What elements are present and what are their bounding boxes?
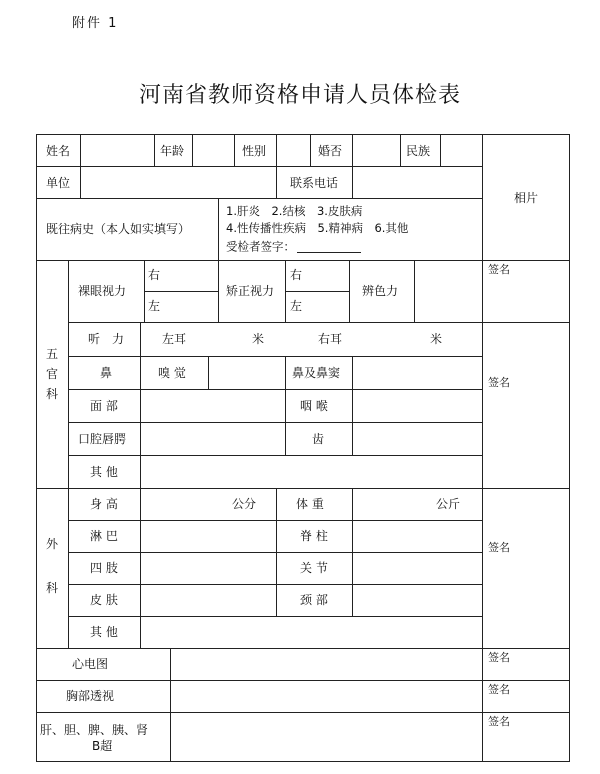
marital-label: 婚否 <box>318 144 343 158</box>
ent-other-label: 其 他 <box>90 465 118 479</box>
right-ear-unit: 米 <box>430 332 443 346</box>
phone-label: 联系电话 <box>290 176 339 190</box>
hearing-label: 听 力 <box>88 332 125 346</box>
joints-label: 关 节 <box>300 561 328 575</box>
neck-label: 颈 部 <box>300 593 328 607</box>
signature-label-surgery: 签名 <box>488 541 510 554</box>
naked-right-label: 右 <box>148 268 161 282</box>
history-label: 既往病史（本人如实填写） <box>46 222 191 236</box>
gender-label: 性别 <box>242 144 267 158</box>
dept-surgery-2: 科 <box>45 581 59 595</box>
b-ultrasound-label: B超 <box>92 739 113 753</box>
oral-label: 口腔唇腭 <box>78 432 127 446</box>
nose-sinus-label: 鼻及鼻窦 <box>292 366 341 380</box>
unit-label: 单位 <box>46 176 71 190</box>
history-options-line1: 1.肝炎 2.结核 3.皮肤病 <box>226 204 363 218</box>
height-unit: 公分 <box>232 497 257 511</box>
left-ear-label: 左耳 <box>162 332 187 346</box>
dept-ent-1: 五 <box>45 347 59 361</box>
signature-label-chest: 签名 <box>488 683 510 696</box>
smell-label: 嗅 觉 <box>158 366 186 380</box>
limbs-label: 四 肢 <box>90 561 118 575</box>
b-ultrasound-organs-label: 肝、胆、脾、胰、肾 <box>40 723 149 737</box>
age-label: 年龄 <box>160 144 185 158</box>
history-options-line2: 4.性传播性疾病 5.精神病 6.其他 <box>226 221 409 235</box>
corrected-vision-label: 矫正视力 <box>226 284 275 298</box>
examinee-signature: 受检者签字： <box>226 241 361 253</box>
lymph-label: 淋 巴 <box>90 529 118 543</box>
face-label: 面 部 <box>90 399 118 413</box>
weight-unit: 公斤 <box>436 497 461 511</box>
signature-label-ent-2: 签名 <box>488 376 510 389</box>
throat-label: 咽 喉 <box>300 399 328 413</box>
teeth-label: 齿 <box>312 432 325 446</box>
weight-label: 体 重 <box>296 497 324 511</box>
ethnicity-label: 民族 <box>406 144 431 158</box>
dept-ent-2: 官 <box>45 367 59 381</box>
surgery-other-label: 其 他 <box>90 625 118 639</box>
nose-label: 鼻 <box>100 366 113 380</box>
signature-line[interactable] <box>297 241 361 253</box>
skin-label: 皮 肤 <box>90 593 118 607</box>
attachment-label: 附件 1 <box>72 16 119 31</box>
corrected-left-label: 左 <box>290 299 303 313</box>
dept-ent-3: 科 <box>45 387 59 401</box>
naked-left-label: 左 <box>148 299 161 313</box>
page-title: 河南省教师资格申请人员体检表 <box>138 83 461 108</box>
signature-label-ultrasound: 签名 <box>488 715 510 728</box>
name-label: 姓名 <box>46 144 71 158</box>
signature-label-ent-1: 签名 <box>488 263 510 276</box>
naked-vision-label: 裸眼视力 <box>78 284 127 298</box>
health-exam-form <box>36 134 570 762</box>
left-ear-unit: 米 <box>252 332 265 346</box>
chest-xray-label: 胸部透视 <box>66 689 115 703</box>
photo-label: 相片 <box>513 191 539 205</box>
height-label: 身 高 <box>90 497 118 511</box>
corrected-right-label: 右 <box>290 268 303 282</box>
dept-surgery-1: 外 <box>45 537 59 551</box>
color-vision-label: 辨色力 <box>362 284 399 298</box>
right-ear-label: 右耳 <box>318 332 343 346</box>
spine-label: 脊 柱 <box>300 529 328 543</box>
ecg-label: 心电图 <box>72 657 109 671</box>
signature-label-ecg: 签名 <box>488 651 510 664</box>
